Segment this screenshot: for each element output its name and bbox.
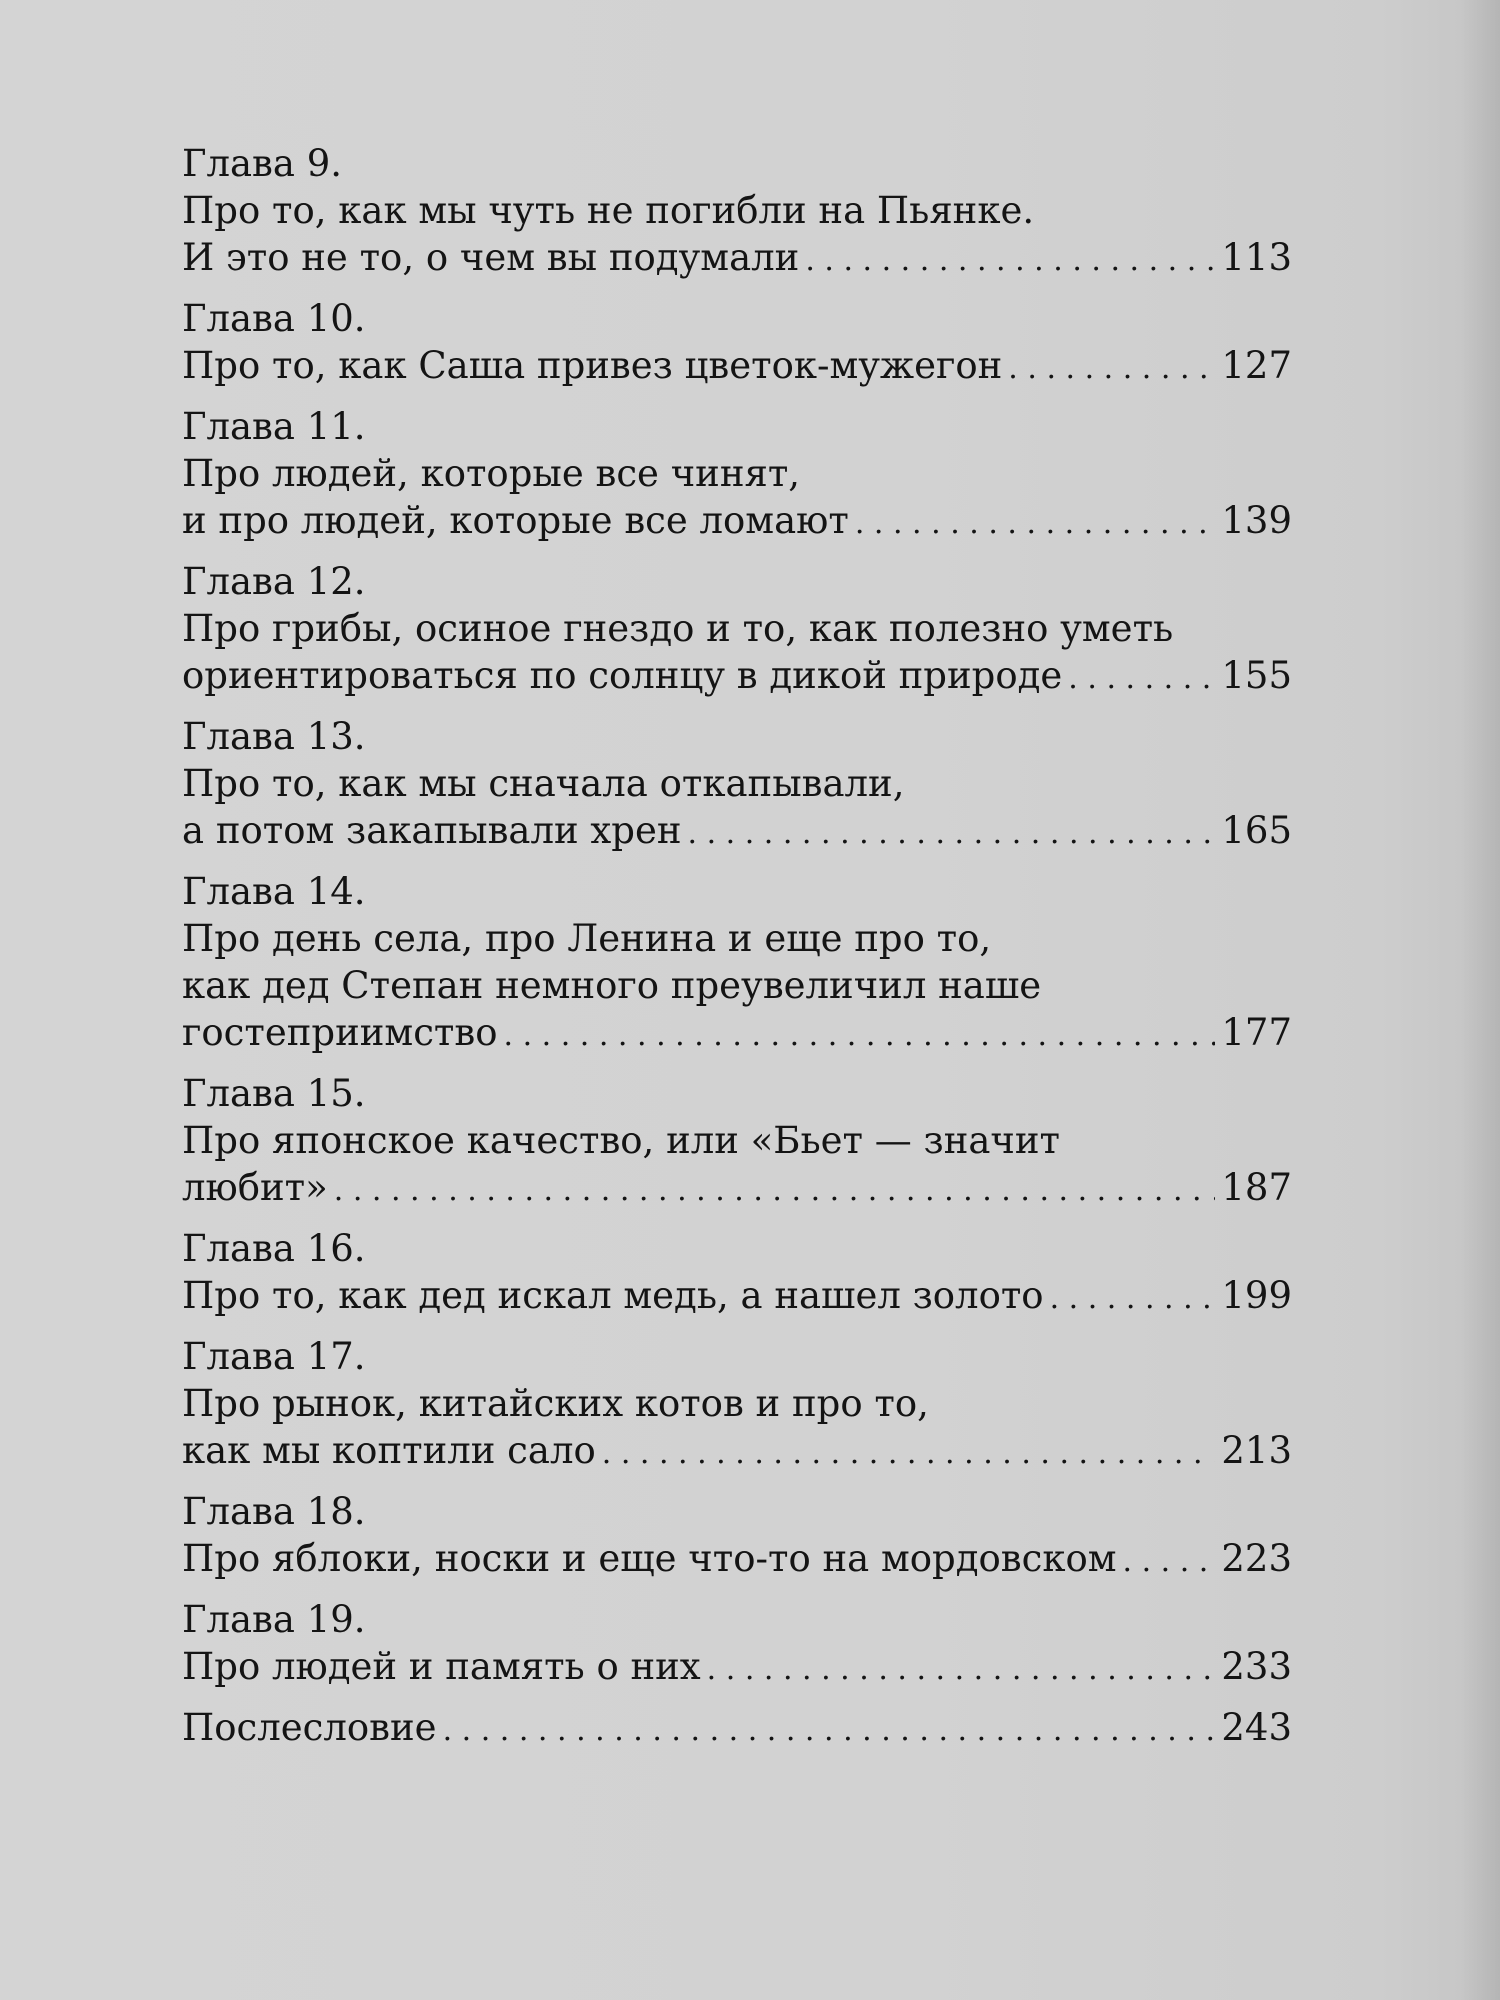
chapter-title-line: Про людей и память о них [182,1645,701,1688]
toc-entry [182,1333,1292,1474]
chapter-title-line: Про яблоки, носки и еще что-то на мордовском [182,1537,1117,1580]
toc-line-with-page [182,1643,1292,1690]
page-number: 139 [1221,499,1292,542]
page-number: 243 [1221,1706,1292,1749]
chapter-title-line: Про то, как мы сначала откапывали, [182,762,905,805]
chapter-title-line: И это не то, о чем вы подумали [182,236,800,279]
chapter-title-line: и про людей, которые все ломают [182,499,849,542]
page-number: 223 [1221,1537,1292,1580]
page-number: 165 [1221,809,1292,852]
dot-leader [443,1704,1216,1751]
dot-leader [855,497,1216,544]
page-number: 113 [1221,236,1292,279]
toc-entry [182,1596,1292,1690]
chapter-title-line: Про людей, которые все чинят, [182,452,801,495]
chapter-number: Глава 14. [182,870,366,913]
chapter-title-line: Про то, как Саша привез цветок-мужегон [182,344,1003,387]
toc-line-with-page [182,1704,1292,1751]
toc-line-with-page [182,234,1292,281]
chapter-title-line: Про то, как мы чуть не погибли на Пьянке. [182,189,1035,232]
dot-leader [504,1009,1216,1056]
toc-entry [182,868,1292,1056]
page-number: 155 [1221,654,1292,697]
page-edge-shadow [1460,0,1500,2000]
dot-leader [1068,652,1215,699]
toc-entry [182,1704,1292,1751]
toc-entry [182,1488,1292,1582]
chapter-title-line: как дед Степан немного преувеличил наше [182,964,1042,1007]
chapter-title-line: а потом закапывали хрен [182,809,682,852]
toc-entry [182,713,1292,854]
chapter-title-line: Про день села, про Ленина и еще про то, [182,917,992,960]
toc-line-with-page [182,342,1292,389]
toc-line-with-page [182,1427,1292,1474]
chapter-title-line: Про японское качество, или «Бьет — значит [182,1119,1061,1162]
toc-line-with-page [182,497,1292,544]
chapter-number: Глава 16. [182,1227,366,1270]
page-number: 187 [1221,1166,1292,1209]
chapter-number: Глава 18. [182,1490,366,1533]
page-number: 177 [1221,1011,1292,1054]
chapter-title-line: любит» [182,1166,328,1209]
dot-leader [334,1164,1216,1211]
toc-entry [182,403,1292,544]
chapter-number: Глава 13. [182,715,366,758]
table-of-contents [182,140,1292,1765]
toc-line-with-page [182,1009,1292,1056]
dot-leader [602,1427,1216,1474]
toc-line-with-page [182,1535,1292,1582]
toc-line-with-page [182,652,1292,699]
page-number: 213 [1221,1429,1292,1472]
page-number: 127 [1221,344,1292,387]
toc-entry [182,295,1292,389]
dot-leader [805,234,1215,281]
chapter-title-line: Про грибы, осиное гнездо и то, как полезно уметь [182,607,1174,650]
toc-line-with-page [182,1272,1292,1319]
chapter-number: Глава 15. [182,1072,366,1115]
dot-leader [1050,1272,1216,1319]
dot-leader [1123,1535,1216,1582]
chapter-title-line: Про то, как дед искал медь, а нашел золото [182,1274,1044,1317]
toc-entry [182,558,1292,699]
toc-entry [182,1225,1292,1319]
dot-leader [1008,342,1215,389]
dot-leader [707,1643,1216,1690]
chapter-title-line: как мы коптили сало [182,1429,596,1472]
page-number: 233 [1221,1645,1292,1688]
toc-entry [182,140,1292,281]
toc-entry [182,1070,1292,1211]
chapter-number: Глава 19. [182,1598,366,1641]
chapter-title-line: гостеприимство [182,1011,498,1054]
chapter-number: Глава 12. [182,560,366,603]
chapter-number: Глава 10. [182,297,366,340]
dot-leader [688,807,1216,854]
toc-line-with-page [182,1164,1292,1211]
toc-line-with-page [182,807,1292,854]
chapter-title-line: Про рынок, китайских котов и про то, [182,1382,929,1425]
chapter-title-line: Послесловие [182,1706,437,1749]
chapter-number: Глава 11. [182,405,366,448]
chapter-number: Глава 17. [182,1335,366,1378]
chapter-title-line: ориентироваться по солнцу в дикой природе [182,654,1063,697]
page-number: 199 [1221,1274,1292,1317]
chapter-number: Глава 9. [182,142,343,185]
